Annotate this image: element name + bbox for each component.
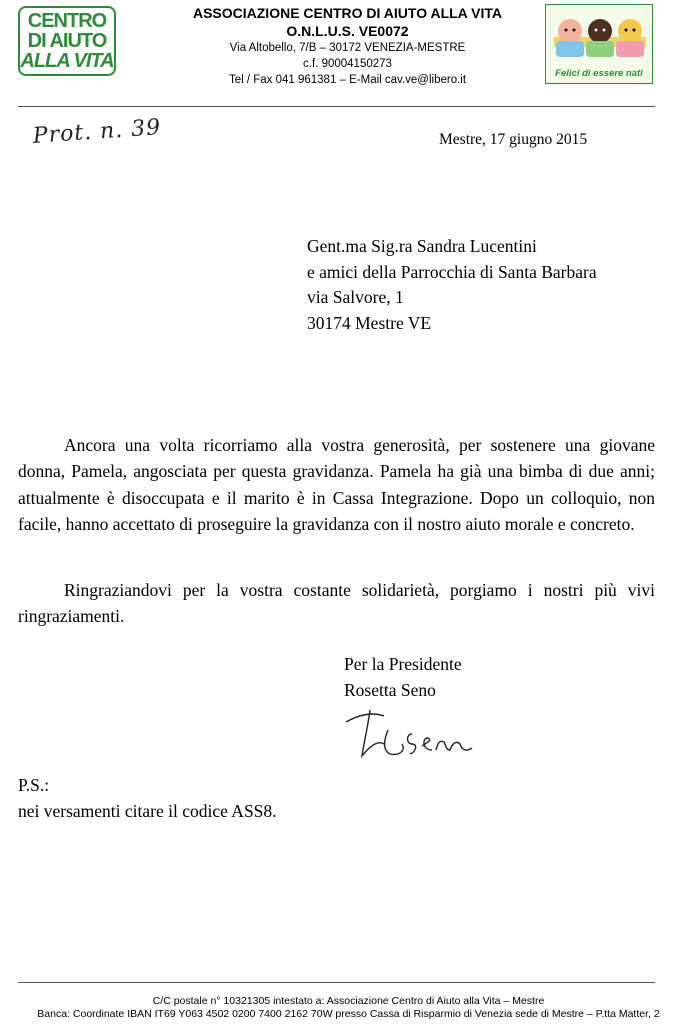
logo-line-1: CENTRO <box>27 10 107 32</box>
contact-info: Tel / Fax 041 961381 – E-Mail cav.ve@libero.it <box>228 74 467 86</box>
ps-label: P.S.: <box>18 775 50 795</box>
org-name: ASSOCIAZIONE CENTRO DI AIUTO ALLA VITA <box>192 5 503 21</box>
letter-date: Mestre, 17 giugno 2015 <box>439 131 588 148</box>
postscript <box>18 772 277 824</box>
recipient-line: Gent.ma Sig.ra Sandra Lucentini <box>307 236 537 256</box>
footer-divider <box>18 982 655 983</box>
ps-text: nei versamenti citare il codice ASS8. <box>18 801 277 821</box>
recipient-line: e amici della Parrocchia di Santa Barbara <box>307 261 597 282</box>
header-divider <box>18 106 655 107</box>
recipient-line: 30174 Mestre VE <box>307 312 432 333</box>
footer-postal-account: C/C postale n° 10321305 intestato a: Associazione Centro di Aiuto alla Vita – Mestre <box>152 995 545 1007</box>
logo-tagline: Felici di essere nati <box>555 68 643 79</box>
cav-logo <box>18 6 116 76</box>
onlus-code: O.N.L.U.S. VE0072 <box>286 23 409 39</box>
recipient-line: via Salvore, 1 <box>307 287 404 307</box>
body-paragraph-1: Ancora una volta ricorriamo alla vostra generosità, per sostenere una giovane donna, Pamela, angosciata per questa gravidanza. Pamela ha già una bimba di due anni; attualmente è disoccupata e il marito è in Cassa Integrazione. Dopo un colloquio, non facile, hanno accettato di proseguire la gravidanza con il nostro aiuto morale e concreto. <box>18 435 655 534</box>
logo-line-2: DI AIUTO <box>27 30 107 52</box>
body-paragraph-2: Ringraziandovi per la vostra costante solidarietà, porgiamo i nostri più vivi ringraziamenti. <box>18 580 655 627</box>
org-address: Via Altobello, 7/B – 30172 VENEZIA-MESTRE <box>229 42 466 54</box>
signatory-name: Rosetta Seno <box>344 679 436 700</box>
footer-bank-details: Banca: Coordinate IBAN IT69 Y063 4502 0200 7400 2162 70W presso Cassa di Risparmio di Venezia sede di Mestre – P.tta Matter, 2 <box>37 1008 660 1020</box>
protocol-number: Prot. n. 39 <box>32 115 162 149</box>
closing-title: Per la Presidente <box>344 654 462 674</box>
closing <box>344 652 462 703</box>
letterhead <box>125 4 570 88</box>
handwritten-signature <box>340 700 490 762</box>
logo-line-3: ALLA VITA <box>20 50 114 72</box>
felici-logo <box>545 4 653 84</box>
tax-code: c.f. 90004150273 <box>303 58 392 70</box>
recipient-address <box>307 234 597 336</box>
babies-illustration <box>554 11 646 59</box>
